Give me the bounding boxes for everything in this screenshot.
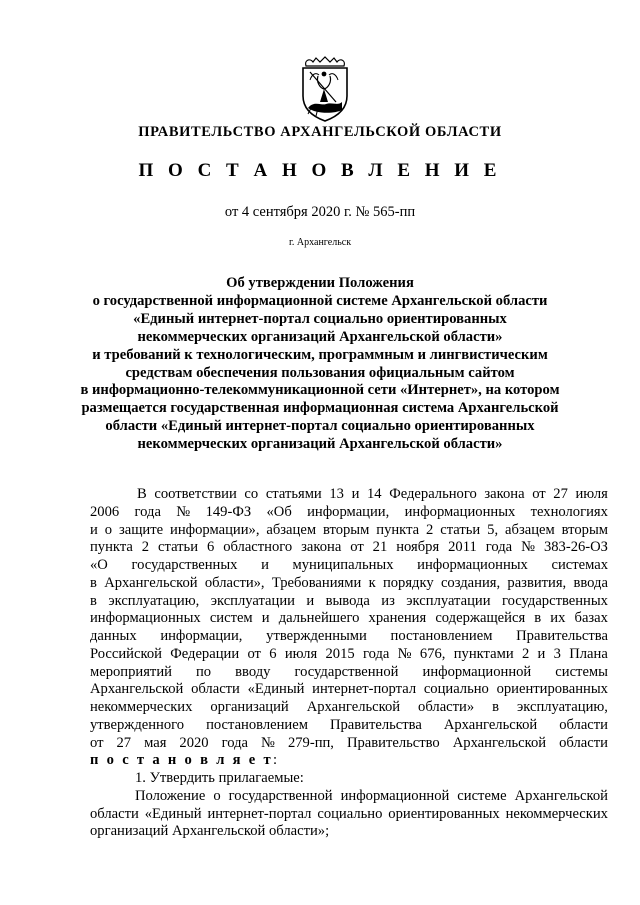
- word: «Об: [266, 503, 292, 520]
- word: от: [247, 645, 261, 662]
- body-line: [90, 539, 608, 557]
- word: утвержденного: [90, 716, 185, 733]
- provision-line: [90, 806, 608, 824]
- word: Правительства: [329, 716, 422, 733]
- word: мероприятий: [90, 663, 172, 680]
- word: пункта: [376, 521, 420, 538]
- word: года: [221, 734, 248, 751]
- word: Архангельской: [306, 699, 401, 715]
- word: Федерального: [389, 486, 477, 502]
- title-line: средствам обеспечения пользования официальным сайтом: [125, 364, 515, 381]
- word: Архангельской: [443, 716, 538, 733]
- body-line: [90, 664, 608, 682]
- word: №: [176, 503, 191, 520]
- word: мая: [144, 734, 167, 751]
- word: закона: [301, 539, 342, 556]
- word: года: [134, 503, 161, 520]
- word: 2020: [179, 734, 209, 751]
- word: организаций: [210, 699, 289, 715]
- word: постановлением: [206, 716, 308, 733]
- word: от: [90, 734, 104, 751]
- word: 383-26-ОЗ: [543, 539, 608, 556]
- word: ориентированных: [388, 805, 500, 822]
- word: интернет-портал: [207, 805, 312, 822]
- word: Положение: [135, 787, 206, 804]
- decree-word: п о с т а н о в л я е т: [90, 752, 273, 769]
- word: и: [351, 486, 360, 502]
- body-line: [90, 593, 608, 611]
- word: информационных: [417, 557, 528, 573]
- word: вывода: [325, 592, 370, 609]
- coat-of-arms-emblem: [296, 56, 354, 122]
- word: в: [90, 574, 97, 591]
- word: 149-ФЗ: [205, 503, 252, 520]
- word: 2: [141, 539, 150, 556]
- authority-name: ПРАВИТЕЛЬСТВО АРХАНГЕЛЬСКОЙ ОБЛАСТИ: [138, 124, 502, 140]
- word: 279-пп,: [287, 734, 334, 751]
- word: Российской: [90, 645, 162, 662]
- word: информации,: [307, 503, 390, 520]
- word: 6: [269, 645, 277, 662]
- word: эксплуатацию,: [108, 592, 200, 609]
- word: Архангельской: [514, 787, 608, 804]
- word: по: [195, 663, 212, 680]
- word: 676,: [419, 645, 446, 662]
- date-and-number: от 4 сентября 2020 г. № 565-пп: [224, 204, 416, 220]
- word: хранения: [368, 610, 427, 627]
- word: к: [368, 574, 376, 591]
- word: технологиях: [530, 503, 608, 520]
- word: ноября: [396, 539, 440, 556]
- word: некоммерческих: [505, 805, 608, 822]
- word: июля: [284, 645, 318, 662]
- word: и: [261, 557, 269, 573]
- word: эксплуатации: [210, 592, 295, 609]
- word: в: [534, 610, 542, 627]
- word: №: [521, 539, 535, 556]
- document-title: [0, 275, 640, 454]
- word: от: [532, 486, 546, 502]
- title-line: Об утверждении Положения: [226, 275, 414, 291]
- word: их: [550, 610, 566, 627]
- title-line: «Единый интернет-портал социально ориентированных: [133, 310, 507, 327]
- word: области: [191, 681, 240, 698]
- word: развития,: [507, 574, 567, 591]
- word: государственных: [131, 557, 238, 573]
- word: Архангельской: [90, 681, 184, 698]
- title-line: некоммерческих организаций Архангельской области»: [137, 436, 503, 453]
- word: 3: [553, 645, 561, 662]
- word: пунктами: [453, 645, 514, 662]
- word: порядку: [382, 574, 434, 591]
- word: защите: [118, 521, 164, 538]
- word: некоммерческих: [90, 699, 193, 715]
- word: соответствии: [154, 486, 237, 502]
- body-line: [90, 504, 608, 522]
- word: интернет-портал: [312, 681, 417, 698]
- body-line: [90, 522, 608, 540]
- word: содержащейся: [435, 610, 526, 627]
- word: июля: [575, 486, 608, 502]
- word: статьями: [265, 486, 322, 502]
- word: Архангельской: [104, 574, 198, 591]
- word: области»: [418, 699, 475, 715]
- word: постановлением: [390, 628, 493, 644]
- provision-line: организаций Архангельской области»;: [90, 823, 330, 840]
- word: и: [261, 610, 270, 627]
- document-type: П О С Т А Н О В Л Е Н И Е: [138, 160, 502, 181]
- word: 2: [521, 645, 530, 662]
- word: о: [104, 521, 113, 538]
- word: информационной: [422, 663, 532, 680]
- body-line: [90, 735, 608, 753]
- word: абзацем: [505, 521, 555, 538]
- word: информационных: [404, 503, 516, 520]
- word: муниципальных: [292, 557, 394, 573]
- word: информации»,: [170, 521, 260, 538]
- word: системах: [551, 557, 608, 573]
- title-line: и требований к технологическим, программным и лингвистическим: [92, 346, 548, 363]
- document-body: [90, 486, 608, 841]
- word: вторым: [322, 521, 370, 538]
- word: пункта: [90, 539, 133, 556]
- word: 14: [366, 486, 382, 502]
- word: информационных: [90, 610, 201, 627]
- word: области: [559, 734, 608, 751]
- word: со: [244, 486, 259, 502]
- title-line: некоммерческих организаций Архангельской области»: [137, 328, 503, 345]
- word: социально: [317, 805, 383, 822]
- word: Плана: [569, 645, 608, 662]
- word: государственных: [501, 592, 608, 609]
- word: «Единый: [247, 681, 305, 698]
- word: 2011: [448, 539, 477, 556]
- word: дальнейшего: [278, 610, 360, 627]
- word: создания,: [440, 574, 501, 591]
- title-line: размещается государственная информационная система Архангельской: [81, 400, 559, 417]
- word: Правительства: [516, 628, 608, 644]
- body-line: [90, 610, 608, 628]
- word: базах: [574, 610, 608, 627]
- word: года: [485, 539, 513, 556]
- word: 21: [372, 539, 388, 556]
- word: ввода: [573, 574, 608, 591]
- city: г. Архангельск: [288, 237, 352, 248]
- word: о: [213, 787, 221, 804]
- word: от: [350, 539, 364, 556]
- word: в: [90, 592, 97, 609]
- word: 2006: [90, 503, 120, 520]
- word: области: [90, 805, 139, 822]
- decree-line: [90, 752, 608, 770]
- word: социально: [423, 681, 489, 698]
- title-line: в информационно-телекоммуникационной сети «Интернет», на котором: [80, 382, 560, 399]
- word: систем: [209, 610, 253, 627]
- word: 2: [426, 521, 434, 538]
- word: 5,: [487, 521, 499, 538]
- word: №: [261, 734, 275, 751]
- word: №: [397, 645, 412, 662]
- word: 2015: [325, 645, 355, 662]
- word: ориентированных: [496, 681, 608, 698]
- word: статьи: [158, 539, 199, 556]
- word: статьи: [440, 521, 481, 538]
- body-line: [90, 628, 608, 646]
- word: года: [362, 645, 390, 662]
- word: Федерации: [170, 645, 240, 662]
- item-1: 1. Утвердить прилагаемые:: [135, 770, 304, 786]
- word: в: [492, 699, 500, 715]
- word: данных: [90, 628, 137, 644]
- word: системы: [555, 663, 608, 680]
- word: 6: [206, 539, 215, 556]
- body-line: [90, 646, 608, 664]
- word: области»,: [204, 574, 265, 591]
- body-line: [90, 486, 608, 504]
- word: вторым: [561, 521, 608, 538]
- word: Правительство: [346, 734, 440, 751]
- word: вводу: [235, 663, 271, 680]
- word: абзацем: [266, 521, 317, 538]
- word: утвержденными: [266, 628, 367, 644]
- word: эксплуатации: [406, 592, 491, 609]
- word: закона: [484, 486, 525, 502]
- body-line: [90, 717, 608, 735]
- word: 27: [116, 734, 132, 751]
- word: государственной: [294, 663, 399, 680]
- word: В: [137, 486, 147, 502]
- word: информационной: [340, 787, 450, 804]
- word: «Единый: [144, 805, 202, 822]
- decree-colon: :: [273, 752, 278, 769]
- word: информации,: [160, 628, 243, 644]
- word: 13: [329, 486, 344, 502]
- body-line: [90, 557, 608, 575]
- provision-line: [90, 788, 608, 806]
- word: из: [381, 592, 395, 609]
- word: и: [306, 592, 315, 609]
- word: 27: [553, 486, 568, 502]
- word: областного: [223, 539, 293, 556]
- word: Требованиями: [271, 574, 362, 591]
- word: Архангельской: [452, 734, 547, 751]
- body-line: [90, 699, 608, 717]
- word: системе: [457, 787, 507, 804]
- word: и: [537, 645, 546, 662]
- word: эксплуатацию,: [516, 699, 608, 715]
- word: «О: [90, 557, 108, 573]
- title-line: о государственной информационной системе Архангельской области: [92, 292, 548, 309]
- title-line: области «Единый интернет-портал социально ориентированных: [105, 418, 535, 435]
- word: государственной: [228, 787, 333, 804]
- word: области: [559, 716, 608, 733]
- body-line: [90, 575, 608, 593]
- word: и: [90, 521, 98, 538]
- body-line: [90, 681, 608, 699]
